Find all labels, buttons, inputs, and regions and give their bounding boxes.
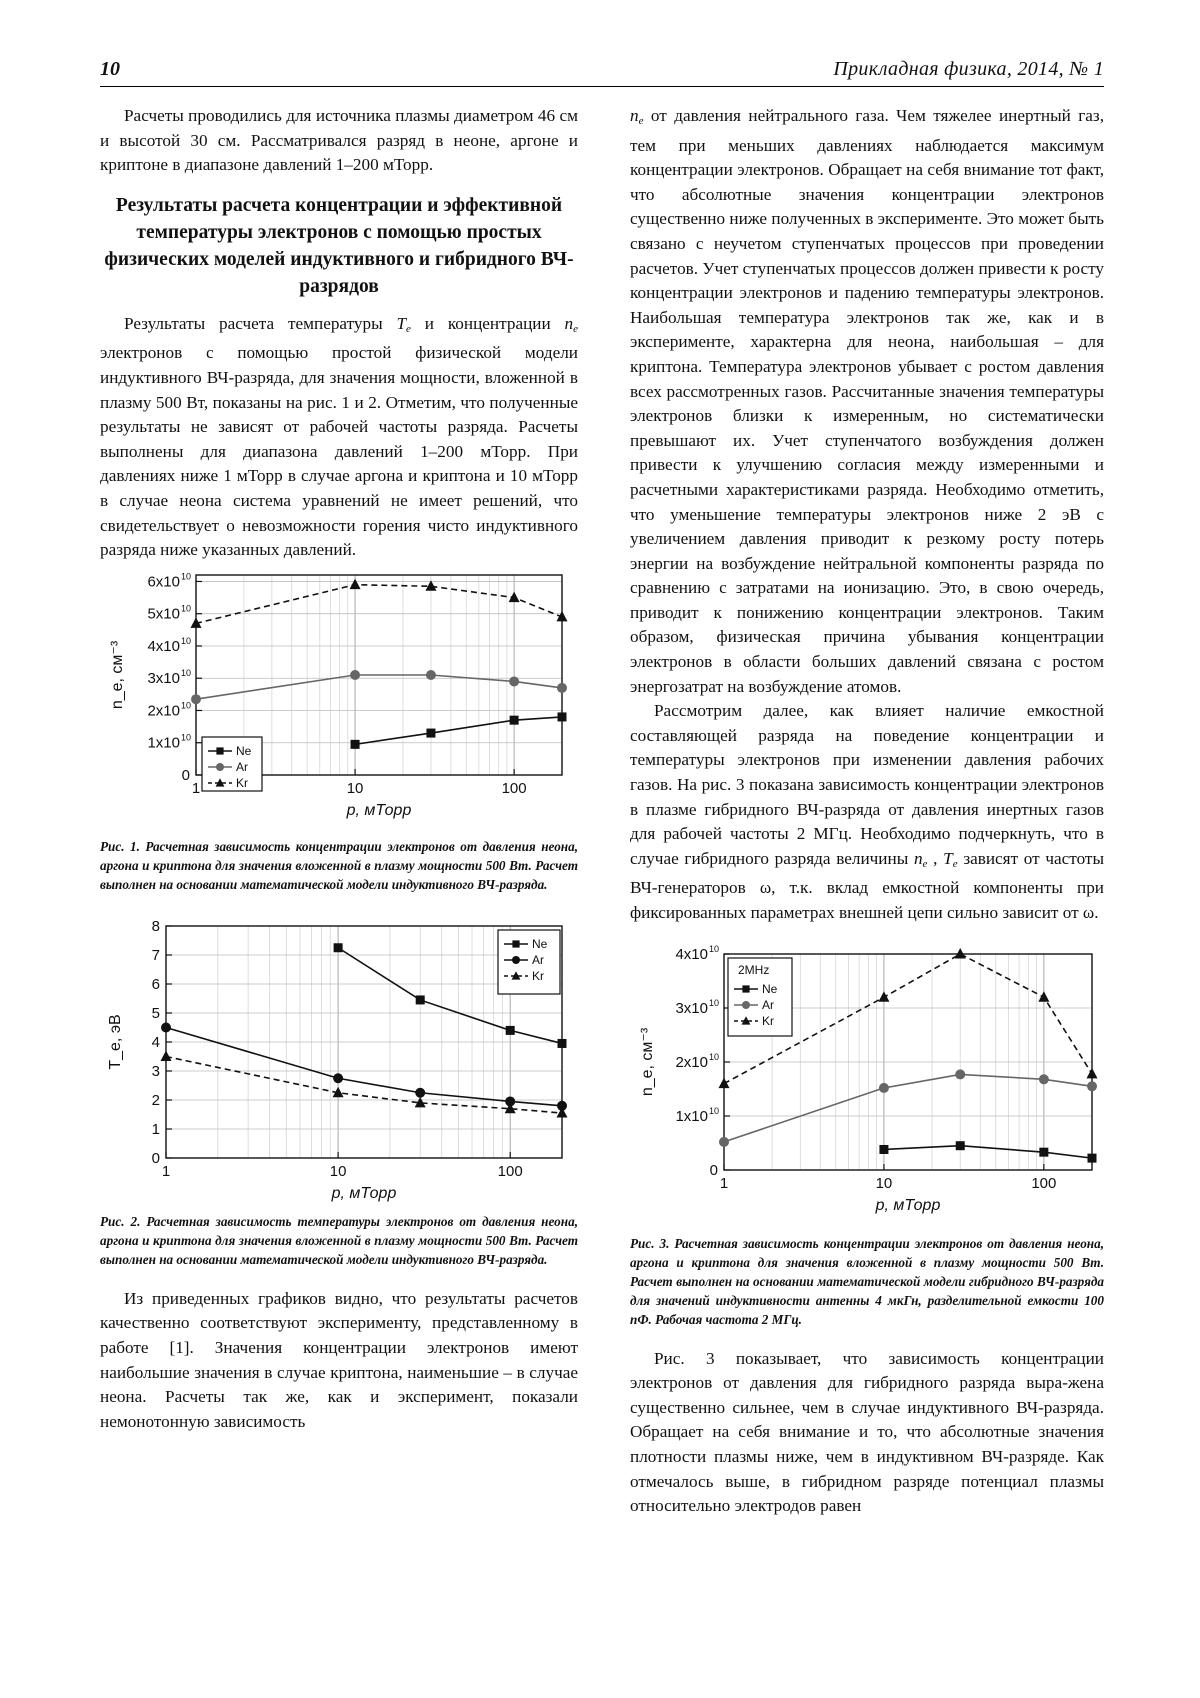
figure-2-caption: Рис. 2. Расчетная зависимость температуры электронов от давления неона, аргона и криптона для значения вложенной в плазму мощности 500 Вт. Расчет выполнен на основании математической модели индуктивного ВЧ-разряда. [100, 1213, 578, 1267]
legend [498, 930, 560, 994]
data-point-kr [1087, 1067, 1098, 1078]
x-tick-label: 10 [346, 779, 364, 797]
plot-area [107, 918, 568, 1202]
y-tick-label: 5 [151, 1004, 160, 1022]
legend-label: Ar [762, 997, 774, 1012]
series-kr [191, 578, 568, 627]
y-tick-exponent: 10 [709, 1105, 720, 1116]
legend-label: Ne [236, 743, 252, 758]
figure-1-caption: Рис. 1. Расчетная зависимость концентрации электронов от давления неона, аргона и криптона для значения вложенной в плазму мощности 500 Вт. Расчет выполнен на основании математической модели индуктивного ВЧ-разряда. [100, 838, 578, 892]
data-point-ne [558, 1039, 567, 1048]
data-point-ne [506, 1026, 515, 1035]
data-point-ne [416, 995, 425, 1004]
x-tick-label: 1 [191, 779, 201, 797]
y-tick-label: 6 [151, 975, 160, 993]
y-tick-label: 4 [151, 1033, 160, 1051]
data-point-ar [426, 670, 436, 680]
x-tick-label: 100 [497, 1162, 523, 1180]
series-ar [161, 1022, 567, 1110]
x-axis-label: p, мТорр [331, 1184, 397, 1202]
data-point-kr [878, 991, 889, 1002]
y-axis-label: n_e, см⁻³ [639, 1027, 656, 1096]
y-tick-exponent: 10 [181, 700, 192, 711]
page-number: 10 [100, 58, 120, 80]
legend [728, 958, 792, 1036]
y-tick-label: 1x10 [147, 734, 180, 752]
figure-2 [100, 912, 578, 1208]
section-heading: Результаты расчета концентрации и эффективной температуры электронов с помощью простых физических моделей индуктивного и гибридного ВЧ-разрядов [104, 194, 574, 297]
y-axis-label: n_e, см⁻³ [109, 640, 126, 709]
plot-area [639, 944, 1098, 1214]
y-tick-label: 8 [151, 917, 160, 935]
series-kr [161, 1050, 568, 1117]
legend-label: Kr [762, 1013, 774, 1028]
data-point-ne [1039, 1147, 1048, 1156]
data-point-kr [161, 1050, 172, 1061]
data-point-ar [557, 683, 567, 693]
legend [202, 737, 262, 791]
data-point-ar [719, 1137, 729, 1147]
data-point-ar [333, 1073, 343, 1083]
series-line-ne [884, 1145, 1092, 1157]
legend-label: Ar [236, 759, 248, 774]
paragraph: Расчеты проводились для источника плазмы диаметром 46 см и высотой 30 см. Рассматривался разряд в неоне, аргоне и криптоне в диапазоне давлений 1–200 мТорр. [100, 106, 578, 175]
left-column [100, 104, 578, 1434]
legend-marker [742, 985, 749, 992]
y-tick-label: 0 [181, 766, 190, 784]
paragraph: Из приведенных графиков видно, что результаты расчетов качественно соответствуют эксперименту, представленному в работе [1]. Значения концентрации электронов имеют наибольшие значения в случае криптона, наименьшие – в случае неона. Расчеты так же, как и эксперимент, показали немонотонную зависимость [100, 1288, 578, 1431]
y-tick-label: 0 [709, 1161, 718, 1179]
data-point-ar [879, 1083, 889, 1093]
data-point-ar [1087, 1081, 1097, 1091]
paragraph: Рассмотрим далее, как влияет наличие емкостной составляющей разряда на поведение концентрации и температуры электронов при изменении давления рабочих газов. На рис. 3 показана зависимость концентрации электронов в плазме гибридного ВЧ-разряда от давления инертных газов для рабочей частоты 2 МГц. Необходимо подчеркнуть, что в случае гибридного разряда величины $n_e$ , $T_e$ зависят от частоты ВЧ-генераторов ω, т.к. вклад емкостной компоненты при фиксированных параметрах внешней цепи сильно зависит от ω. [630, 701, 1104, 922]
y-tick-label: 3x10 [675, 999, 708, 1017]
data-point-kr [955, 948, 966, 959]
x-tick-label: 1 [719, 1174, 729, 1192]
legend-marker [512, 956, 520, 964]
data-point-ne [334, 943, 343, 952]
data-point-ne [426, 728, 435, 737]
data-point-ne [351, 740, 360, 749]
legend-label: Ne [762, 981, 778, 996]
data-point-ar [191, 694, 201, 704]
journal-title: Прикладная физика, 2014, № 1 [833, 58, 1104, 80]
series-line-ne [355, 717, 562, 744]
data-point-ar [161, 1022, 171, 1032]
chart-fig2 [100, 912, 578, 1208]
y-tick-label: 7 [151, 946, 160, 964]
paragraph: Рис. 3 показывает, что зависимость концентрации электронов от давления для гибридного разряда выра-жена существенно сильнее, чем в случае индуктивного ВЧ-разряда. Обращает на себя внимание и то, что абсолютные значения плотности плазмы ниже, чем в индуктивном ВЧ-разряде. Как отмечалось выше, в гибридном разряде потенциал плазмы относительно электродов равен [630, 1348, 1104, 1516]
x-tick-label: 100 [1031, 1174, 1057, 1192]
legend-label: Kr [532, 968, 544, 983]
y-tick-label: 6x10 [147, 573, 180, 591]
legend-marker [742, 1001, 750, 1009]
y-tick-exponent: 10 [181, 603, 192, 614]
legend-marker [216, 747, 223, 754]
y-tick-label: 3 [151, 1062, 160, 1080]
data-point-ne [879, 1145, 888, 1154]
x-tick-label: 1 [161, 1162, 171, 1180]
series-ne [351, 712, 567, 748]
y-tick-exponent: 10 [709, 1051, 720, 1062]
figure-3-caption: Рис. 3. Расчетная зависимость концентрации электронов от давления неона, аргона и криптона для значения вложенной в плазму мощности 500 Вт. Расчет выполнен на основании математической модели гибридного ВЧ-разряда для значений индуктивности антенны 4 мкГн, разделительной емкости 100 пФ. Рабочая частота 2 МГц. [630, 1235, 1104, 1327]
y-tick-label: 1 [151, 1120, 160, 1138]
plot-area [109, 571, 568, 819]
chart-fig1 [100, 563, 578, 833]
x-tick-label: 100 [501, 779, 527, 797]
page-header [100, 58, 1104, 87]
y-axis-label: T_e, эВ [107, 1014, 124, 1070]
y-tick-label: 2 [151, 1091, 160, 1109]
x-axis-label: p, мТорр [875, 1196, 941, 1214]
y-tick-label: 2x10 [147, 702, 180, 720]
data-point-ne [1088, 1153, 1097, 1162]
legend-box [498, 930, 560, 994]
series-ar [191, 670, 567, 704]
data-point-ar [509, 676, 519, 686]
paragraph: $n_e$ от давления нейтрального газа. Чем тяжелее инертный газ, тем при меньших давлениях наблюдается максимум концентрации электронов. Обращает на себя внимание тот факт, что абсолютные значения концентрации электронов существенно ниже полученных в эксперименте. Это может быть связано с неучетом ступенчатых процессов при проведении расчетов. Учет ступенчатых процессов должен привести к росту концентрации электронов и падению температуры электронов. Наибольшая температура электронов так же, как и в эксперименте, характерна для неона, наибольшая – для криптона. Температура электронов убывает с ростом давления всех рассмотренных газов. Рассчитанные значения температуры электронов близки к измеренным, но систематически превышают их. Учет ступенчатого возбуждения должен привести к улучшению согласия между измеренными и расчетными характеристиками разряда. Необходимо отметить, что уменьшение температуры электронов ниже 2 эВ с увеличением давления приводит к резкому росту потерь энергии на возбуждение нейтральной компоненты разряда по сравнению с затратами на ионизацию. Это, в свою очередь, приводит к понижению концентрации электронов. Таким образом, физическая причина убывания концентрации электронов в области больших давлений связана с ростом энергозатрат на возбуждение атомов. [630, 106, 1104, 696]
y-tick-label: 4x10 [147, 637, 180, 655]
y-tick-label: 0 [151, 1149, 160, 1167]
legend-marker [216, 763, 224, 771]
y-tick-label: 4x10 [675, 945, 708, 963]
legend-label: Ar [532, 952, 544, 967]
data-point-ne [956, 1141, 965, 1150]
x-tick-label: 10 [875, 1174, 893, 1192]
y-tick-label: 3x10 [147, 669, 180, 687]
data-point-kr [719, 1077, 730, 1088]
right-column [630, 104, 1104, 1519]
data-point-kr [1038, 991, 1049, 1002]
y-tick-exponent: 10 [181, 635, 192, 646]
data-point-ar [350, 670, 360, 680]
legend-label: Ne [532, 936, 548, 951]
y-tick-label: 5x10 [147, 605, 180, 623]
data-point-kr [509, 591, 520, 602]
data-point-ar [955, 1069, 965, 1079]
x-tick-label: 10 [329, 1162, 347, 1180]
series-ne [879, 1141, 1096, 1162]
y-tick-exponent: 10 [709, 943, 720, 954]
y-tick-exponent: 10 [181, 732, 192, 743]
data-point-ar [415, 1087, 425, 1097]
figure-3 [630, 940, 1104, 1230]
legend-marker [512, 940, 519, 947]
data-point-ne [510, 715, 519, 724]
y-tick-label: 1x10 [675, 1107, 708, 1125]
paragraph: Результаты расчета температуры $T_e$ и концентрации $n_e$ электронов с помощью простой физической модели индуктивного ВЧ-разряда, для значения мощности, вложенной в плазму 500 Вт, показаны на рис. 1 и 2. Отметим, что полученные результаты не зависят от рабочей частоты разряда. Расчеты выполнены для диапазона давлений 1–200 мТорр. При давлениях ниже 1 мТорр в случае аргона и криптона и 10 мТорр в случае неона система уравнений не имеет решений, что свидетельствует о невозможности горения чисто индуктивного разряда ниже указанных давлений. [100, 313, 578, 560]
y-tick-exponent: 10 [181, 667, 192, 678]
legend-label: Kr [236, 775, 248, 790]
y-tick-exponent: 10 [709, 997, 720, 1008]
y-tick-exponent: 10 [181, 571, 192, 582]
legend-title: 2MHz [738, 962, 770, 977]
y-tick-label: 2x10 [675, 1053, 708, 1071]
x-axis-label: p, мТорр [346, 801, 412, 819]
series-ar [719, 1069, 1097, 1147]
chart-fig3 [630, 940, 1104, 1230]
data-point-ne [558, 712, 567, 721]
data-point-ar [1039, 1074, 1049, 1084]
data-point-kr [350, 578, 361, 589]
figure-1 [100, 563, 578, 833]
